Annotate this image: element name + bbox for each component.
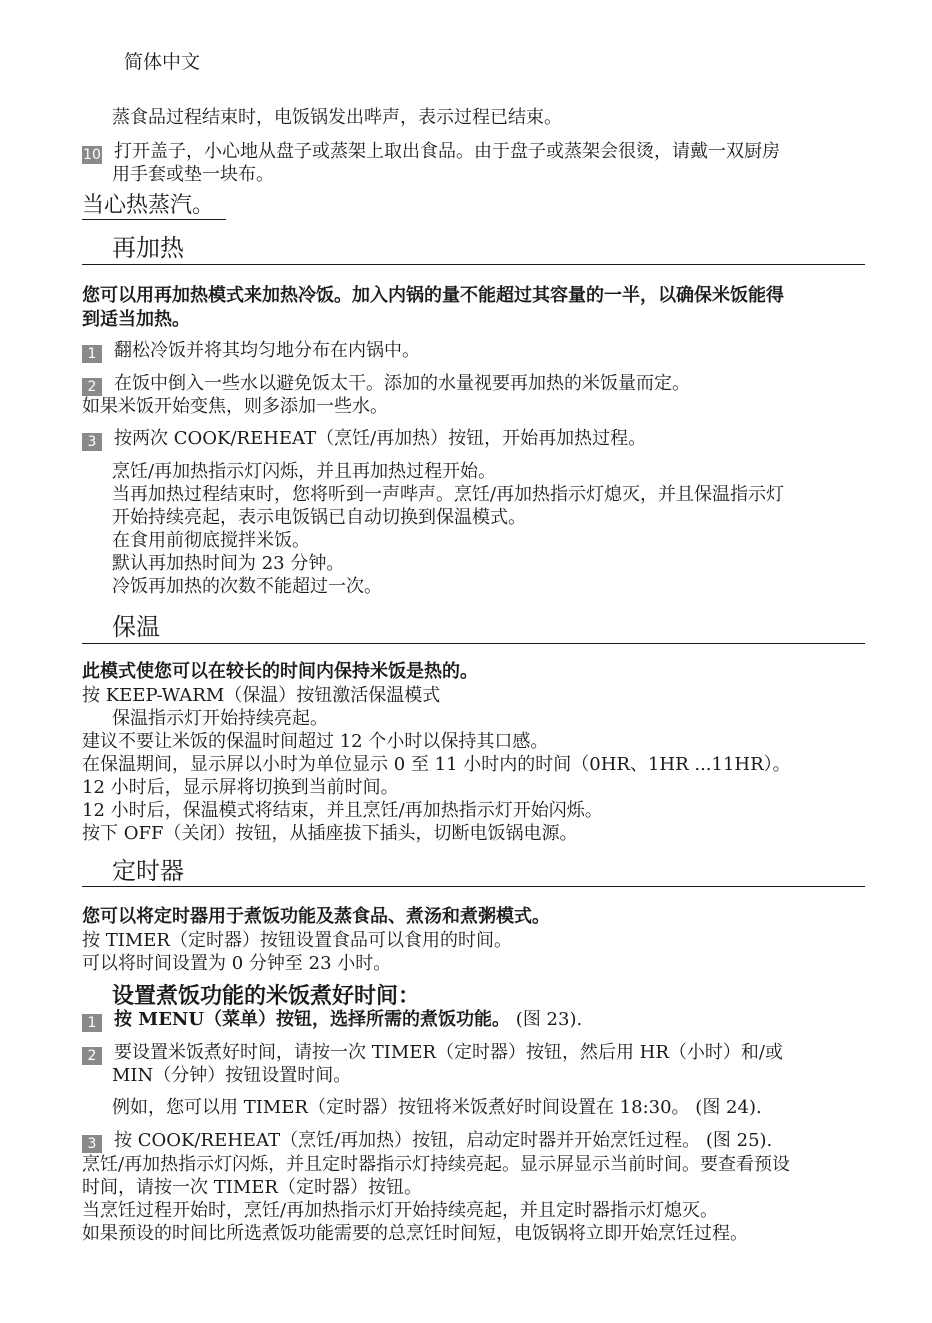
language-label: 简体中文 [124, 51, 201, 73]
step-text: 按 COOK/REHEAT（烹饪/再加热）按钮，启动定时器并开始烹饪过程。 [114, 1130, 701, 1151]
keepwarm-line: 按下 OFF（关闭）按钮，从插座拔下插头，切断电饭锅电源。 [82, 823, 578, 844]
keepwarm-line: 12 小时后，显示屏将切换到当前时间。 [82, 777, 399, 798]
figure-reference: (图 23). [515, 1009, 583, 1030]
reheat-step-2-continuation: 如果米饭开始变焦，则多添加一些水。 [82, 396, 388, 417]
reheat-intro-line1: 您可以用再加热模式来加热冷饭。加入内锅的量不能超过其容量的一半，以确保米饭能得 [82, 285, 784, 306]
step-10-continuation: 用手套或垫一块布。 [112, 164, 274, 185]
reheat-step-3 [82, 427, 646, 451]
timer-section-title: 定时器 [112, 857, 184, 885]
step-number-badge: 1 [82, 345, 102, 363]
keepwarm-line: 12 小时后，保温模式将结束，并且烹饪/再加热指示灯开始闪烁。 [82, 800, 603, 821]
reheat-note: 冷饭再加热的次数不能超过一次。 [112, 576, 382, 597]
reheat-note: 默认再加热时间为 23 分钟。 [112, 553, 345, 574]
example-text: 例如，您可以用 TIMER（定时器）按钮将米饭煮好时间设置在 18:30。 [112, 1097, 690, 1118]
timer-line: 可以将时间设置为 0 分钟至 23 小时。 [82, 953, 392, 974]
figure-reference: (图 24). [695, 1097, 762, 1118]
keepwarm-intro: 此模式使您可以在较长的时间内保持米饭是热的。 [82, 661, 478, 682]
hot-steam-warning: 当心热蒸汽。 [82, 193, 215, 218]
keepwarm-section-title: 保温 [112, 613, 160, 641]
reheat-note: 当再加热过程结束时，您将听到一声哔声。烹饪/再加热指示灯熄灭，并且保温指示灯 [112, 484, 785, 505]
timer-step-2 [82, 1041, 783, 1065]
step-text: 打开盖子，小心地从盘子或蒸架上取出食品。由于盘子或蒸架会很烫，请戴一双厨房 [114, 141, 780, 162]
timer-step-3 [82, 1129, 772, 1153]
reheat-step-2 [82, 372, 690, 396]
keepwarm-line: 在保温期间，显示屏以小时为单位显示 0 至 11 小时内的时间（0HR、1HR ...11HR）。 [82, 754, 791, 775]
timer-line: 按 TIMER（定时器）按钮设置食品可以食用的时间。 [82, 930, 512, 951]
reheat-intro-line2: 到适当加热。 [82, 309, 190, 330]
timer-tail-line: 烹饪/再加热指示灯闪烁，并且定时器指示灯持续亮起。显示屏显示当前时间。要查看预设 [82, 1154, 791, 1175]
step-text: 按 MENU（菜单）按钮，选择所需的煮饭功能。 [114, 1009, 511, 1030]
timer-intro: 您可以将定时器用于煮饭功能及蒸食品、煮汤和煮粥模式。 [82, 906, 550, 927]
step-number-badge: 2 [82, 378, 102, 396]
step-number-badge: 2 [82, 1047, 102, 1065]
figure-reference: (图 25). [705, 1130, 773, 1151]
step-number-badge: 1 [82, 1014, 102, 1032]
step-10 [82, 140, 780, 164]
step-text: 要设置米饭煮好时间，请按一次 TIMER（定时器）按钮，然后用 HR（小时）和/或 [114, 1042, 783, 1063]
timer-tail-line: 如果预设的时间比所选煮饭功能需要的总烹饪时间短，电饭锅将立即开始烹饪过程。 [82, 1223, 748, 1244]
reheat-note: 在食用前彻底搅拌米饭。 [112, 530, 310, 551]
keepwarm-section-rule [82, 643, 865, 644]
timer-example [112, 1096, 762, 1120]
step-text: 翻松冷饭并将其均匀地分布在内锅中。 [114, 340, 420, 361]
timer-tail-line: 当烹饪过程开始时，烹饪/再加热指示灯开始持续亮起，并且定时器指示灯熄灭。 [82, 1200, 719, 1221]
reheat-note: 开始持续亮起，表示电饭锅已自动切换到保温模式。 [112, 507, 526, 528]
keepwarm-line: 保温指示灯开始持续亮起。 [112, 708, 328, 729]
step-number-badge: 3 [82, 1135, 102, 1153]
timer-step-2-continuation: MIN（分钟）按钮设置时间。 [112, 1065, 352, 1086]
reheat-note: 烹饪/再加热指示灯闪烁，并且再加热过程开始。 [112, 461, 497, 482]
reheat-section-title: 再加热 [112, 234, 184, 262]
step-number-badge: 3 [82, 433, 102, 451]
timer-section-rule [82, 886, 865, 887]
reheat-step-1 [82, 339, 420, 363]
step-text: 按两次 COOK/REHEAT（烹饪/再加热）按钮，开始再加热过程。 [114, 428, 647, 449]
keepwarm-line: 建议不要让米饭的保温时间超过 12 个小时以保持其口感。 [82, 731, 549, 752]
timer-tail-line: 时间，请按一次 TIMER（定时器）按钮。 [82, 1177, 422, 1198]
warning-underline [82, 219, 226, 220]
step-text: 在饭中倒入一些水以避免饭太干。添加的水量视要再加热的米饭量而定。 [114, 373, 690, 394]
keepwarm-line: 按 KEEP-WARM（保温）按钮激活保温模式 [82, 685, 441, 706]
reheat-section-rule [82, 264, 865, 265]
timer-subtitle: 设置煮饭功能的米饭煮好时间： [112, 983, 421, 1009]
timer-step-1 [82, 1008, 582, 1032]
step-number-badge: 10 [83, 147, 101, 163]
steam-end-text: 蒸食品过程结束时，电饭锅发出哔声，表示过程已结束。 [112, 107, 562, 128]
